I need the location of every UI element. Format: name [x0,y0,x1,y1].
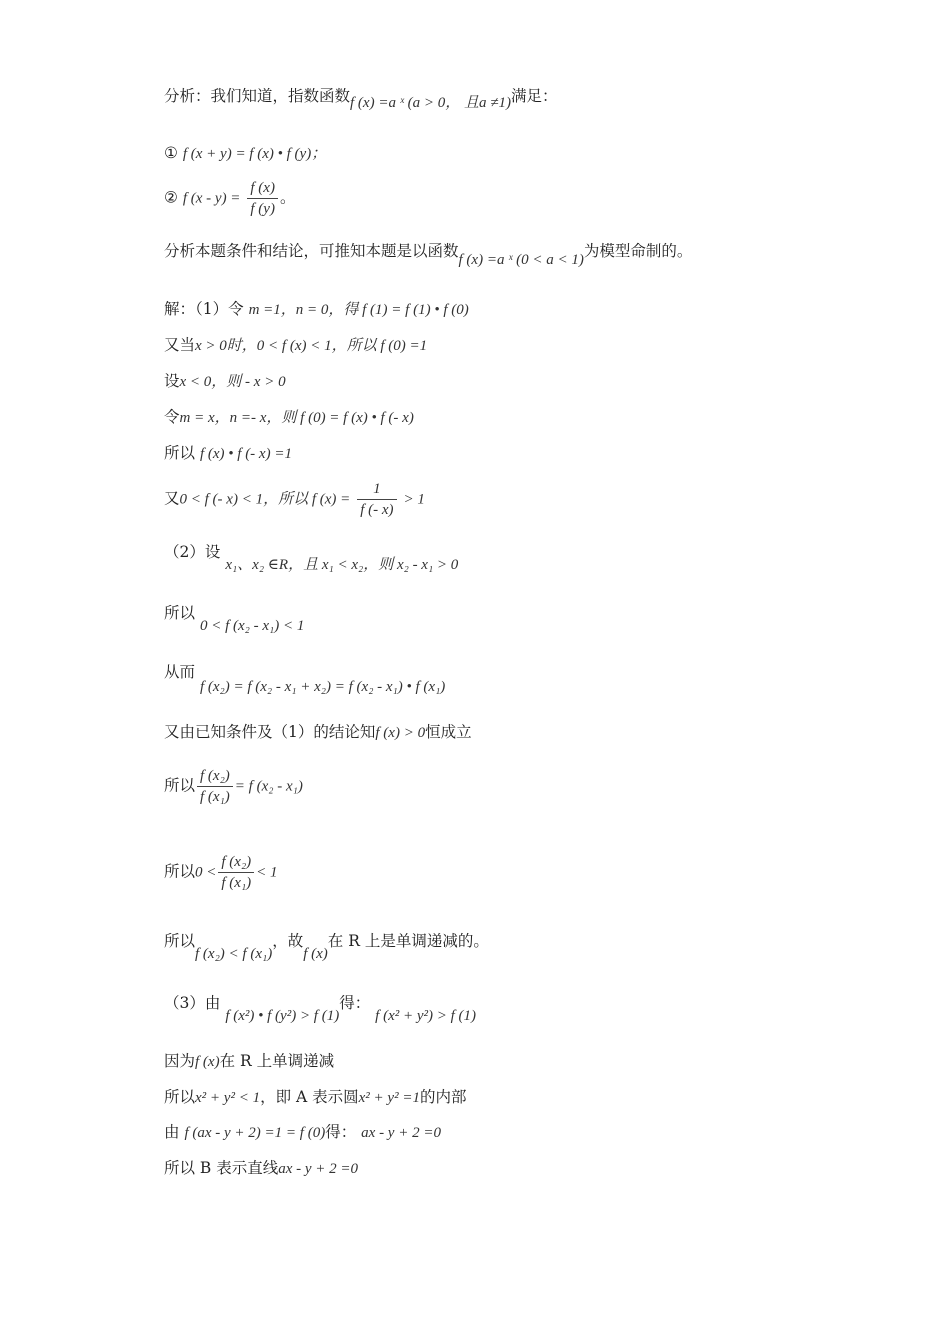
formula: f (x²) • f (y²) > f (1) [225,1008,340,1024]
text-tail: 为模型命制的。 [583,242,693,260]
solution-line-16 [164,852,278,893]
text: 令 [164,408,180,426]
formula: f (x) • f (- x) =1 [199,446,292,462]
formula: f (x₂) = f (x₂ - x₁ + x₂) = f (x₂ - x₁) • f (x₁) [199,679,446,695]
text: 所以 [164,604,196,622]
formula-tail: = f (x₂ - x₁) [234,778,303,795]
solution-line-10 [164,479,425,520]
formula-prefix: 0 < [195,864,217,881]
label: ① [164,144,178,162]
solution-part1-line [164,299,469,320]
numerator: f (x) [247,178,278,199]
formula: f (x₂) < f (x₁) [195,946,273,962]
solution-line-15 [164,766,303,807]
solution-part2-line [164,542,458,575]
formula: m = x，n =- x，则 f (0) = f (x) • f (- x) [179,410,414,426]
text: 所以 [164,776,196,795]
text-mid: ，故 [272,932,304,950]
text: 由 [164,1123,180,1141]
formula-prefix: 0 < f (- x) < 1，所以 f (x) = [179,491,351,508]
solution-line-12 [164,603,304,636]
denominator: f (x₁) [200,789,230,805]
solution-line-19 [164,1051,334,1072]
formula: x² + y² < 1 [195,1090,261,1106]
fraction [247,178,278,219]
text: 解：（1）令 [164,300,244,318]
text-mid: 得： [325,1123,357,1141]
text: （2）设 [164,543,221,561]
fraction [197,766,233,807]
solution-line-21 [164,1122,441,1143]
formula-2: x² + y² =1 [358,1090,420,1106]
formula: ax - y + 2 =0 [278,1161,359,1177]
formula: m =1，n = 0，得 f (1) = f (1) • f (0) [248,302,469,318]
text: 所以 [164,862,196,881]
analysis-model-line [164,241,692,270]
solution-line-7 [164,371,286,392]
label: ② [164,188,178,207]
numerator: f (x₂) [197,766,233,787]
formula: f (x) > 0 [375,725,426,741]
text: 分析：我们知道，指数函数 [164,87,351,105]
solution-line-17 [164,931,489,964]
text: 分析本题条件和结论，可推知本题是以函数 [164,242,459,260]
solution-part3-line [164,993,476,1026]
formula-prefix: f (x - y) = [182,190,241,207]
numerator: 1 [357,479,396,500]
solution-line-6 [164,335,427,356]
formula-tail: < 1 [256,864,278,881]
text-mid: 得： [339,994,371,1012]
formula-tail: > 1 [403,491,425,508]
text: 因为 [164,1052,196,1070]
solution-line-9 [164,443,292,464]
formula: x > 0时，0 < f (x) < 1，所以 f (0) =1 [195,338,428,354]
analysis-intro-line [164,86,558,113]
solution-line-22 [164,1158,358,1179]
formula: f (x) =a ˣ (0 < a < 1) [458,252,584,268]
formula: x₁、x₂ ∈R，且 x₁ < x₂，则 x₂ - x₁ > 0 [225,557,459,573]
solution-line-13 [164,662,445,697]
fraction [357,479,396,520]
formula: f (ax - y + 2) =1 = f (0) [184,1125,326,1141]
text: 所以 B 表示直线 [164,1159,279,1177]
formula: f (x) [195,1054,220,1070]
solution-line-20 [164,1087,466,1108]
text: 所以 [164,1088,196,1106]
text-tail: 恒成立 [425,723,472,741]
text: 所以 [164,444,196,462]
text-tail: 在 R 上是单调递减的。 [327,932,489,950]
text: 设 [164,372,180,390]
formula: f (x) =a ˣ (a > 0， 且a ≠1) [350,95,512,111]
text: 从而 [164,663,196,681]
formula-2: f (x² + y²) > f (1) [375,1008,477,1024]
text: （3）由 [164,994,221,1012]
formula: f (x + y) = f (x) • f (y)； [182,146,327,162]
formula-2: f (x) [303,946,328,962]
text: 又当 [164,336,196,354]
fraction [218,852,254,893]
solution-line-8 [164,407,414,428]
text: 又由已知条件及（1）的结论知 [164,723,376,741]
formula: x < 0，则 - x > 0 [179,374,286,390]
text-mid: ，即 A 表示圆 [260,1088,359,1106]
text: 又 [164,489,180,508]
denominator: f (y) [250,201,275,217]
solution-line-14 [164,722,472,743]
numerator: f (x₂) [218,852,254,873]
property-1-line [164,143,326,164]
denominator: f (- x) [360,502,394,518]
formula: 0 < f (x₂ - x₁) < 1 [199,618,305,634]
formula-2: ax - y + 2 =0 [361,1125,441,1141]
text-tail: 在 R 上单调递减 [219,1052,335,1070]
property-2-line [164,178,295,219]
text-tail: 满足： [511,87,558,105]
text-tail: 。 [279,188,296,207]
denominator: f (x₁) [221,875,252,891]
text-tail: 的内部 [419,1088,467,1106]
text: 所以 [164,932,196,950]
